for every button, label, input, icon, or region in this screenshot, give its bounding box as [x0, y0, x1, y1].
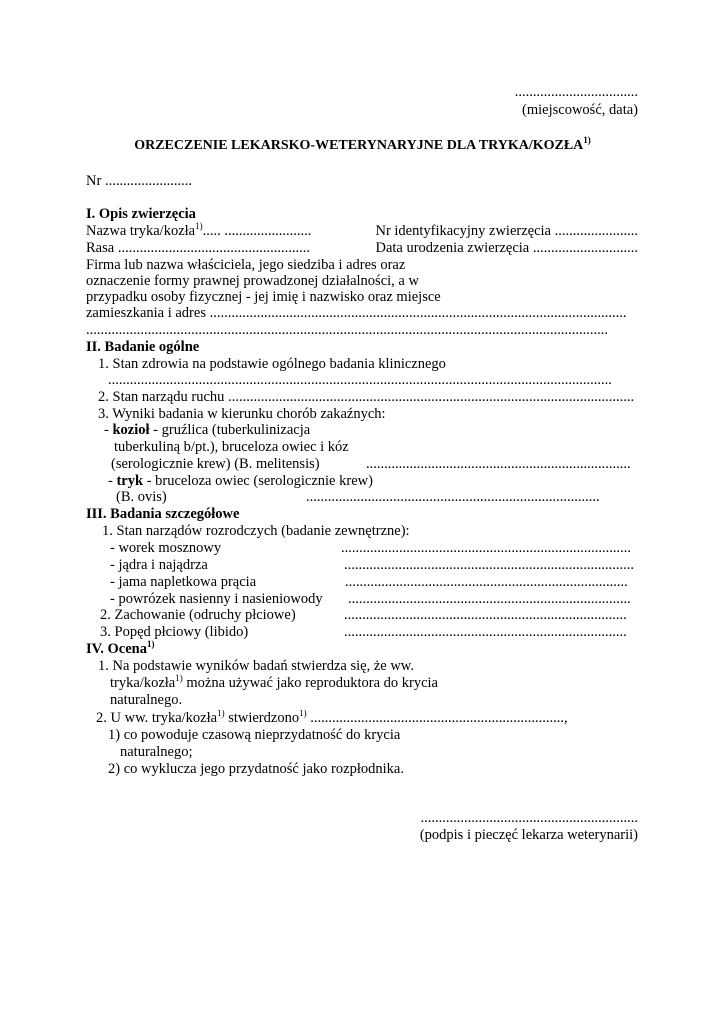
section4-heading: IV. Ocena$^{1)}$ [86, 639, 155, 657]
scrotum-label: - worek mosznowy [110, 540, 222, 556]
scrotum-dots: ................................................................................ [341, 540, 631, 556]
spermatic-cord-label: - powrózek nasienny i nasieniowody [110, 591, 323, 607]
place-date-label: (miejscowość, data) [522, 102, 638, 118]
testes-label: - jądra i najądrza [110, 557, 208, 573]
owner-continuation-dots: ................................................................................................................................................ [86, 322, 608, 338]
health-status-item: 1. Stan zdrowia na podstawie ogólnego badania klinicznego [98, 356, 446, 372]
place-date-dots: .................................. [514, 84, 638, 100]
assessment-item1-line3: naturalnego. [110, 692, 183, 708]
infectious-tests-item: 3. Wyniki badania w kierunku chorób zakaźnych: [98, 406, 386, 422]
birth-date-field: Data urodzenia zwierzęcia ............................. [375, 240, 638, 256]
assessment-item1-line1: 1. Na podstawie wyników badań stwierdza się, że ww. [98, 658, 414, 674]
section2-heading: II. Badanie ogólne [86, 339, 200, 355]
animal-id-field: Nr identyfikacyjny zwierzęcia ....................... [375, 223, 638, 239]
ram-tests-dots: ................................................................................. [306, 489, 600, 505]
ram-tests-line1: - tryk - bruceloza owiec (serologicznie krew) [108, 473, 373, 489]
owner-line-2: oznaczenie formy prawnej prowadzonej działalności, a w [86, 273, 419, 289]
document-title: ORZECZENIE LEKARSKO-WETERYNARYJNE DLA TRYKA/KOZŁA$^{1)}$ [134, 135, 591, 153]
goat-tests-dots: ......................................................................... [366, 456, 631, 472]
breed-field: Rasa ..................................................... [86, 240, 310, 256]
assessment-sub2: 2) co wyklucza jego przydatność jako rozpłodnika. [108, 761, 404, 777]
title-footnote: 1) [583, 135, 591, 145]
goat-tests-line3: (serologicznie krew) (B. melitensis) [111, 456, 320, 472]
reproductive-organs-item: 1. Stan narządów rozrodczych (badanie zewnętrzne): [102, 523, 410, 539]
section1-heading: I. Opis zwierzęcia [86, 206, 196, 222]
owner-line-4: zamieszkania i adres ................................................................................................................... [86, 305, 627, 321]
signature-label: (podpis i pieczęć lekarza weterynarii) [419, 827, 638, 843]
libido-label: 3. Popęd płciowy (libido) [100, 624, 249, 640]
testes-dots: ................................................................................ [344, 557, 634, 573]
goat-tests-line1: - kozioł - gruźlica (tuberkulinizacja [104, 422, 311, 438]
owner-line-3: przypadku osoby fizycznej - jej imię i nazwisko oraz miejsce [86, 289, 441, 305]
prepuce-dots: .............................................................................. [345, 574, 628, 590]
assessment-item1-line2: tryka/kozła$^{1)}$ można używać jako reproduktora do krycia [110, 673, 438, 691]
health-status-dots: ........................................................................................................................................... [108, 372, 612, 388]
document-number: Nr ........................ [86, 173, 192, 189]
libido-dots: .............................................................................. [344, 624, 627, 640]
assessment-sub1-line1: 1) co powoduje czasową nieprzydatność do krycia [108, 727, 401, 743]
sexual-behavior-label: 2. Zachowanie (odruchy płciowe) [100, 607, 296, 623]
animal-name-field: Nazwa tryka/kozła$^{1)}$..... ........................ [86, 221, 312, 239]
goat-tests-line2: tuberkuliną b/pt.), bruceloza owiec i kóz [114, 439, 349, 455]
assessment-item2: 2. U ww. tryka/kozła$^{1)}$ stwierdzono$^{1)}$ ......................................................................, [96, 710, 568, 726]
locomotion-field: 2. Stan narządu ruchu ................................................................................................................ [98, 389, 635, 405]
spermatic-cord-dots: .............................................................................. [348, 591, 631, 607]
sexual-behavior-dots: .............................................................................. [344, 607, 627, 623]
ram-tests-line2: (B. ovis) [116, 489, 167, 505]
assessment-sub1-line2: naturalnego; [120, 744, 193, 760]
owner-line-1: Firma lub nazwa właściciela, jego siedziba i adres oraz [86, 257, 406, 273]
prepuce-label: - jama napletkowa prącia [110, 574, 257, 590]
signature-dots: ............................................................ [420, 810, 638, 826]
section3-heading: III. Badania szczegółowe [86, 506, 240, 522]
